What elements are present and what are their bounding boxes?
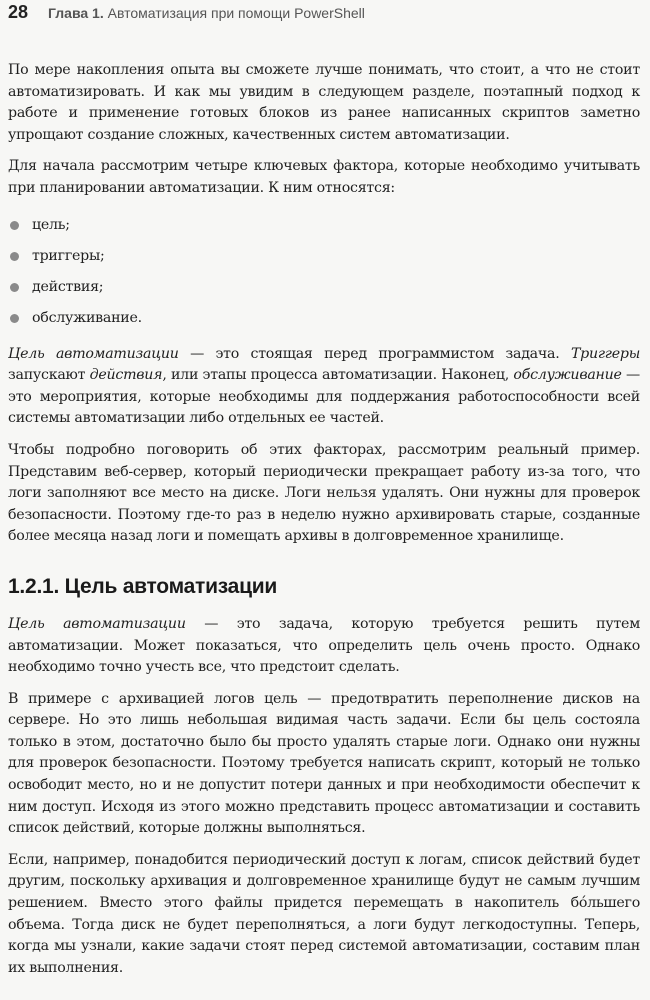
definition-text: — это мероприятия, которые необходимы для поддержания работоспособности всей системы автоматизации либо отдельных ее частей. bbox=[8, 367, 640, 427]
section-heading: 1.2.1. Цель автоматизации bbox=[8, 574, 278, 598]
chapter-label: Глава 1. bbox=[48, 5, 104, 21]
list-item bbox=[8, 272, 640, 303]
list-item-text: обслуживание. bbox=[32, 309, 142, 326]
bullet-icon bbox=[10, 221, 19, 230]
bullet-icon bbox=[10, 252, 19, 261]
page-body bbox=[8, 60, 640, 989]
term-triggers: Триггеры bbox=[570, 345, 640, 362]
factors-list bbox=[8, 210, 640, 334]
list-item bbox=[8, 303, 640, 334]
list-item-text: триггеры; bbox=[32, 247, 105, 264]
definitions-paragraph bbox=[8, 344, 640, 430]
section-paragraph-2: В примере с архивацией логов цель — предотвратить переполнение дисков на сервере. Но это лишь небольшая видимая часть задачи. Если бы цель состояла только в этом, достаточно было бы просто удалять старые логи. Однако они нужны для проверок безопасности. Поэтому требуется написать скрипт, который не только освободит место, но и не допустит потери данных и при необходимости обеспечит к ним доступ. Исходя из этого можно представить процесс автоматизации и составить список действий, которые должны выполняться. bbox=[8, 690, 640, 837]
page-number: 28 bbox=[8, 2, 29, 22]
definition-text: — это стоящая перед программистом задача. bbox=[178, 345, 571, 362]
list-item bbox=[8, 241, 640, 272]
section-definition-paragraph bbox=[8, 614, 640, 679]
term-goal: Цель автоматизации bbox=[8, 615, 186, 632]
list-item bbox=[8, 210, 640, 241]
definition-text: запускают bbox=[8, 367, 90, 384]
bullet-icon bbox=[10, 283, 19, 292]
intro-paragraph-1: По мере накопления опыта вы сможете лучше понимать, что стоит, а что не стоит автоматизировать. И как мы увидим в следующем разделе, поэтапный подход к работе и применение готовых блоков из ранее написанных скриптов заметно упрощают создание сложных, качественных систем автоматизации. bbox=[8, 62, 640, 143]
term-maintenance: обслуживание bbox=[513, 367, 622, 384]
intro-paragraph-2: Для начала рассмотрим четыре ключевых фактора, которые необходимо учитывать при планировании автоматизации. К ним относятся: bbox=[8, 158, 640, 196]
chapter-name: Автоматизация при помощи PowerShell bbox=[107, 5, 365, 21]
list-item-text: цель; bbox=[32, 216, 70, 233]
section-paragraph-3: Если, например, понадобится периодический доступ к логам, список действий будет другим, поскольку архивация и долговременное хранилище будут не самым лучшим решением. Вместо этого файлы придется перемещать в накопитель бóльшего объема. Тогда диск не будет переполняться, а логи будут легкодоступны. Теперь, когда мы узнали, какие задачи стоят перед системой автоматизации, составим план их выполнения. bbox=[8, 851, 640, 976]
example-paragraph: Чтобы подробно поговорить об этих факторах, рассмотрим реальный пример. Представим веб-сервер, который периодически прекращает работу из-за того, что логи заполняют все место на диске. Логи нельзя удалять. Они нужны для проверок безопасности. Поэтому где-то раз в неделю нужно архивировать старые, созданные более месяца назад логи и помещать архивы в долговременное хранилище. bbox=[8, 441, 640, 545]
definition-text: , или этапы процесса автоматизации. Наконец, bbox=[162, 367, 514, 384]
bullet-icon bbox=[10, 314, 19, 323]
term-goal: Цель автоматизации bbox=[8, 345, 179, 362]
running-header bbox=[8, 0, 640, 28]
chapter-title bbox=[48, 5, 365, 21]
definition-text: — это задача, которую требуется решить путем автоматизации. Может показаться, что определить цель очень просто. Однако необходимо точно учесть все, что предстоит сделать. bbox=[8, 615, 640, 676]
list-item-text: действия; bbox=[32, 278, 104, 295]
term-actions: действия bbox=[89, 367, 163, 384]
